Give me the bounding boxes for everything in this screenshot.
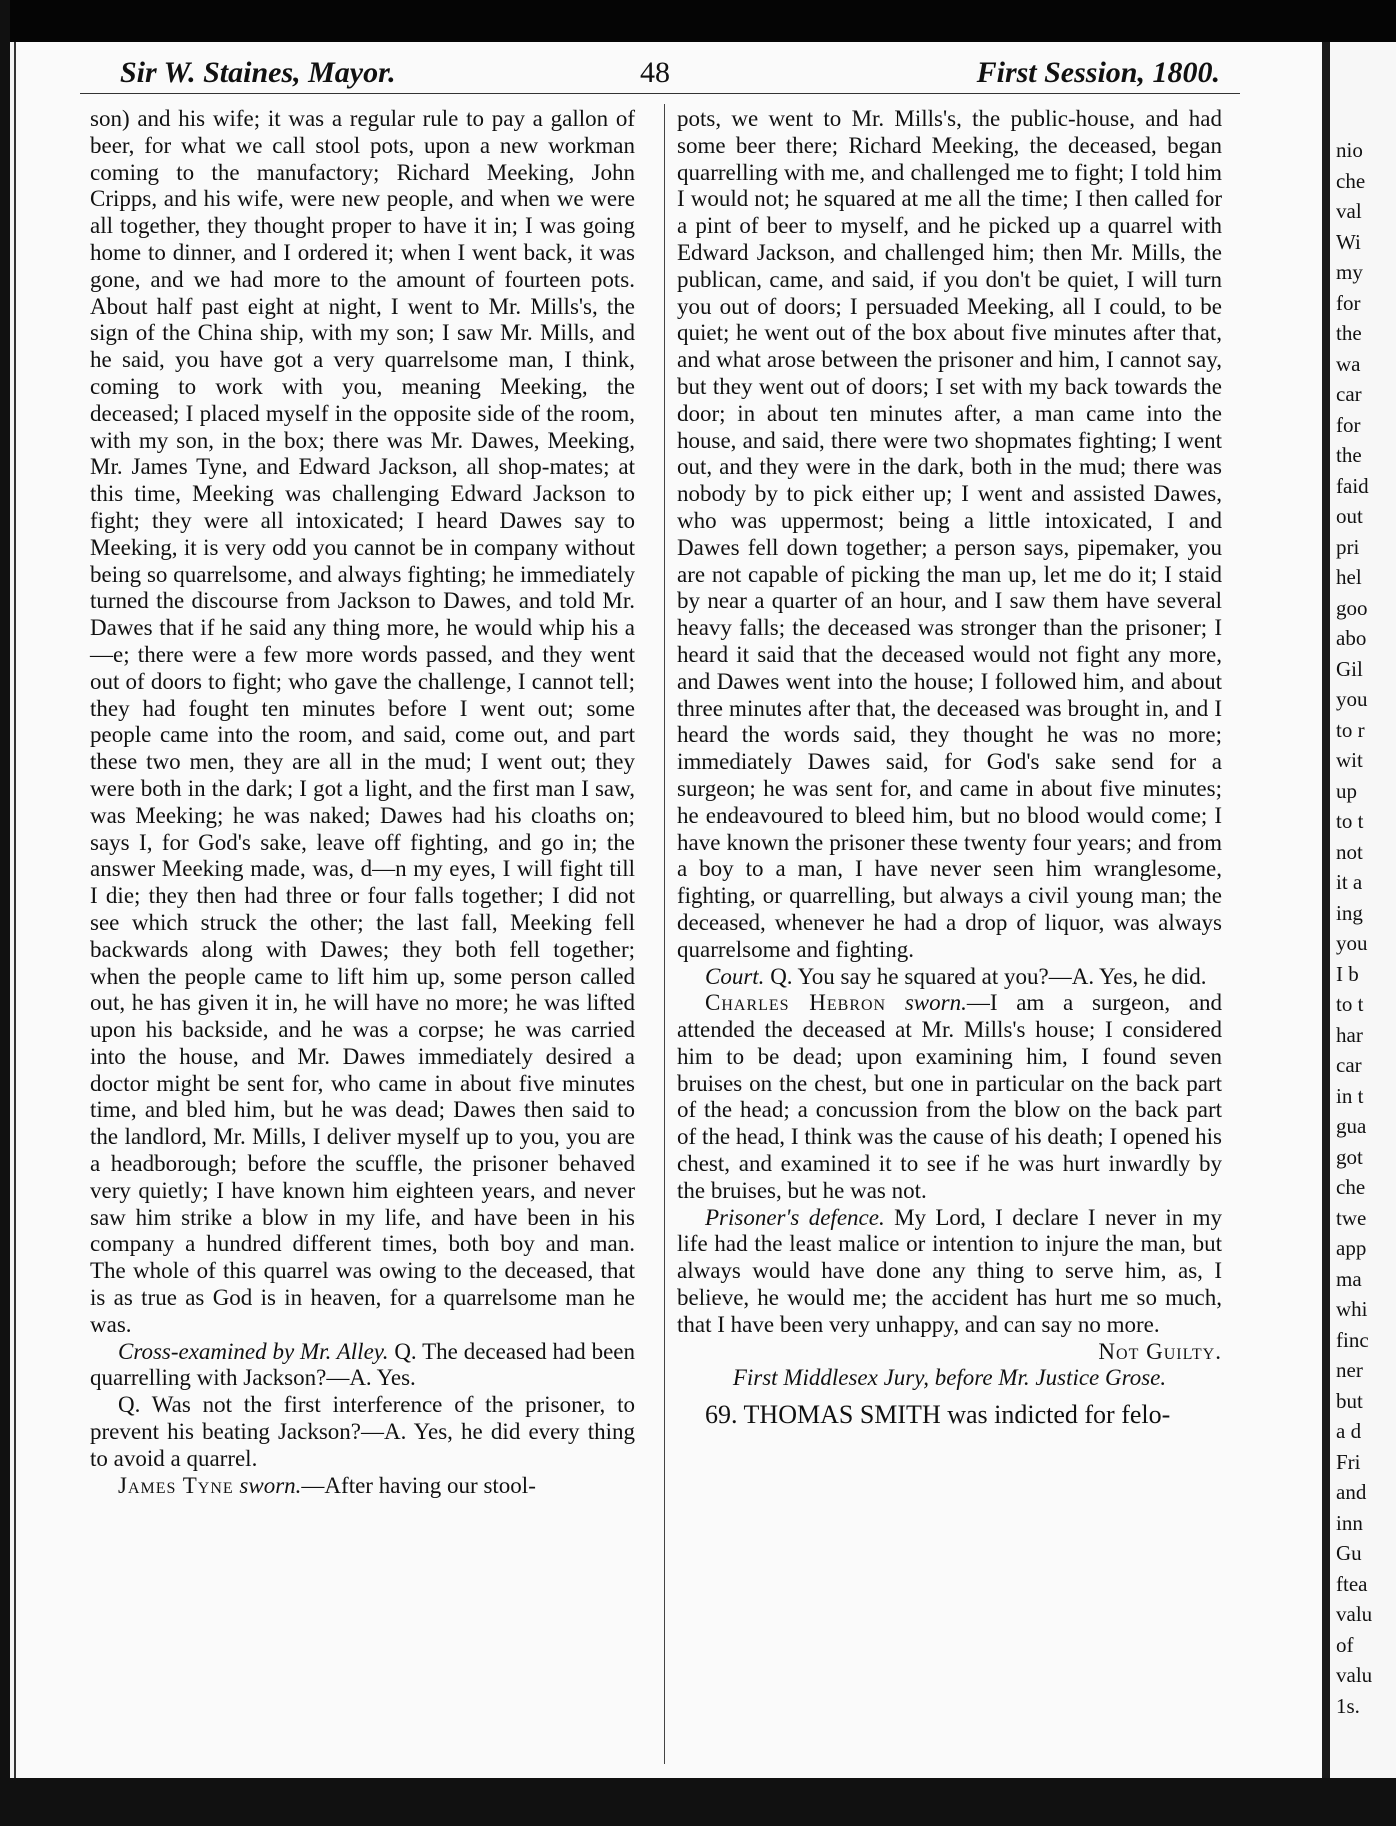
next-page-fragment: Gu <box>1336 1541 1362 1565</box>
next-page-fragment: to t <box>1336 809 1364 833</box>
right-column <box>677 106 1222 1429</box>
next-page-fragment: gua <box>1336 1114 1367 1138</box>
next-page-fragment: my <box>1336 260 1363 284</box>
testimony-continued: pots, we went to Mr. Mills's, the public-house, and had some beer there; Richard Meeking, the deceased, began quarrelling with me, and challenged me to fight; I told him I would not; he squared at me all the time; I then called for a pint of beer to myself, and he picked up a quarrel with Edward Jackson, and challenged him; then Mr. Mills, the publican, came, and said, if you don't be quiet, I will turn you out of doors; I persuaded Meeking, all I could, to be quiet; he went out of the box about five minutes after that, and what arose between the prisoner and him, I cannot say, but they went out of doors; I set with my back towards the door; in about ten minutes after, a man came into the house, and said, there were two shopmates fighting; I went out, and they were in the dark, both in the mud; there was nobody by to pick either up; I went and assisted Dawes, who was uppermost; being a little intoxicated, I and Dawes fell down together; a person says, pipemaker, you are not capable of picking the man up, let me do it; I staid by near a quarter of an hour, and I saw them have several heavy falls; the deceased was stronger than the prisoner; I heard it said that the deceased would not fight any more, and Dawes went into the house; I followed him, and about three minutes after that, the deceased was brought in, and I heard the words said, they thought he was no more; immediately Dawes said, for God's sake send for a surgeon; he was sent for, and came in about five minutes; he endeavoured to bleed him, but no blood would come; I have known the prisoner these twenty four years; and from a boy to a man, I have never seen him wranglesome, fighting, or quarrelling, but always a civil young man; the deceased, whenever he had a drop of liquor, was always quarrelsome and fighting. <box>677 106 1222 962</box>
next-page-fragment: ner <box>1336 1358 1363 1382</box>
next-page-fragment: ing <box>1336 900 1363 925</box>
next-page-fragment: of <box>1336 1632 1354 1657</box>
column-divider <box>664 104 665 1764</box>
next-page-fragment: Gil <box>1336 656 1363 681</box>
next-page-fragment: valu <box>1336 1602 1373 1626</box>
next-page-fragment: out <box>1336 504 1363 528</box>
court-question <box>677 964 1222 991</box>
next-page-fragment: ma <box>1336 1266 1362 1291</box>
next-page-fragment: the <box>1336 321 1362 345</box>
next-page-fragment: finc <box>1336 1327 1369 1352</box>
surgeon-text: —I am a surgeon, and attended the deceased at Mr. Mills's house; I considered him to be dead; upon examining him, I found seven bruises on the chest, but one in particular on the back part of the head; a concussion from the blow on the back part of the head, I think was the cause of his death; I opened his chest, and examined it to see if he was hurt inwardly by the bruises, but he was not. <box>677 990 1223 1203</box>
next-page-edge <box>1330 42 1396 1778</box>
witness-intro <box>90 1473 635 1500</box>
surgeon-name: Charles Hebron <box>705 990 887 1016</box>
next-page-fragment: car <box>1336 1053 1362 1077</box>
page-number: 48 <box>640 56 670 89</box>
next-page-fragment: inn <box>1336 1510 1363 1535</box>
next-page-fragment: ftea <box>1336 1571 1368 1596</box>
next-page-fragment: pri <box>1336 534 1360 559</box>
verdict: Not Guilty. <box>1098 1338 1222 1364</box>
cross-text: Q. The deceased had been quarrelling with Jackson?—A. Yes. <box>90 1338 635 1391</box>
sworn-label: sworn. <box>239 1472 302 1498</box>
testimony-paragraph: son) and his wife; it was a regular rule to pay a gallon of beer, for what we call stool pots, upon a new workman coming to the manufactory; Richard Meeking, John Cripps, and his wife, were new people, and when we were all together, they thought proper to have it in; I was going home to dinner, and I ordered it; when I went back, it was gone, and we had more to the amount of fourteen pots. About half past eight at night, I went to Mr. Mills's, the sign of the China ship, with my son; I saw Mr. Mills, and he said, you have got a very quarrelsome man, I think, coming to work with you, meaning Meeking, the deceased; I placed myself in the opposite side of the room, with my son, in the box; there was Mr. Dawes, Meeking, Mr. James Tyne, and Edward Jackson, all shop-mates; at this time, Meeking was challenging Edward Jackson to fight; they were all intoxicated; I heard Dawes say to Meeking, it is very odd you cannot be in company without being so quarrelsome, and always fighting; he immediately turned the discourse from Jackson to Dawes, and told Mr. Dawes that if he said any thing more, he would whip his a—e; there were a few more words passed, and they went out of doors to fight; who gave the challenge, I cannot tell; they had fought ten minutes before I went out; some people came into the room, and said, come out, and part these two men, they are all in the mud; I went out; they were both in the dark; I got a light, and the first man I saw, was Meeking; he was naked; Dawes had his cloaths on; says I, for God's sake, leave off fighting, and go in; the answer Meeking made, was, d—n my eyes, I will fight till I die; they then had three or four falls together; I did not see which struck the other; the last fall, Meeking fell backwards along with Dawes; they both fell together; when the people came to lift him up, some person called out, he has given it in, he will have no more; he was lifted upon his backside, and he was a corpse; he was carried into the house, and Mr. Dawes immediately desired a doctor might be sent for, who came in about five minutes time, and bled him, but he was dead; Dawes then said to the landlord, Mr. Mills, I deliver myself up to you, you are a headborough; before the scuffle, the prisoner behaved very quietly; I have known him eighteen years, and never saw him strike a blow in my life, and have been in his company a hundred different times, both boy and man. The whole of this quarrel was owing to the deceased, that is as true as God is in heaven, for a quarrelsome man he was. <box>90 106 635 1337</box>
next-page-fragment: you <box>1336 931 1368 955</box>
next-page-fragment: valu <box>1336 1663 1373 1687</box>
header-rule <box>80 93 1240 94</box>
next-page-fragment: not <box>1336 839 1363 864</box>
next-page-fragment: goo <box>1336 595 1368 620</box>
next-page-fragment: hel <box>1336 565 1362 589</box>
next-page-fragment: to t <box>1336 992 1364 1016</box>
surgeon-sworn: sworn. <box>904 990 967 1016</box>
header-session: First Session, 1800. <box>976 56 1220 89</box>
header-mayor: Sir W. Staines, Mayor. <box>120 56 396 89</box>
next-page-fragment: it a <box>1336 870 1363 894</box>
next-case-line: 69. THOMAS SMITH was indicted for felo- <box>705 1400 1171 1430</box>
next-page-fragment: har <box>1336 1022 1363 1047</box>
next-page-fragment: for <box>1336 290 1361 315</box>
next-page-fragment: wa <box>1336 351 1361 376</box>
next-page-fragment: car <box>1336 382 1362 406</box>
surgeon-testimony <box>677 990 1222 1204</box>
witness-text: —After having our stool- <box>301 1472 536 1498</box>
next-page-fragment: and <box>1336 1480 1367 1504</box>
next-page-fragment: abo <box>1336 626 1367 650</box>
next-page-fragment: che <box>1336 1175 1366 1199</box>
next-page-fragment: Fri <box>1336 1449 1361 1474</box>
next-page-fragment: faid <box>1336 473 1369 498</box>
jury-line: First Middlesex Jury, before Mr. Justice Grose. <box>732 1365 1167 1391</box>
scan-left-border <box>0 0 10 1826</box>
next-page-fragment: you <box>1336 687 1368 711</box>
next-page-fragment: Wi <box>1336 229 1361 254</box>
next-page-fragment: twe <box>1336 1205 1367 1230</box>
prisoner-defence <box>677 1205 1222 1339</box>
next-page-fragment: I b <box>1336 961 1359 986</box>
left-column <box>90 106 635 1499</box>
next-page-fragment: to r <box>1336 717 1365 742</box>
witness-name: James Tyne <box>118 1472 234 1498</box>
court-label: Court. <box>705 963 765 989</box>
defence-label: Prisoner's defence. <box>705 1204 885 1230</box>
scan-top-border <box>0 0 1396 42</box>
next-page-fragment: up <box>1336 778 1357 803</box>
running-header <box>120 56 1220 96</box>
cross-examination <box>90 1339 635 1393</box>
next-page-fragment: 1s. <box>1336 1693 1360 1718</box>
next-page-fragment: got <box>1336 1144 1363 1169</box>
next-page-fragment: nio <box>1336 138 1363 162</box>
next-page-fragment: che <box>1336 168 1366 193</box>
next-page-fragment: app <box>1336 1236 1367 1260</box>
next-page-fragment: in t <box>1336 1083 1364 1108</box>
scan-bottom-border <box>0 1778 1396 1826</box>
next-page-fragment: whi <box>1336 1297 1368 1321</box>
next-page-fragment: val <box>1336 199 1362 223</box>
next-page-fragment: a d <box>1336 1419 1362 1443</box>
page-gutter <box>1322 42 1330 1778</box>
defence-text: My Lord, I declare I never in my life had the least malice or intention to injure the man, but always would have done any thing to serve him, as, I believe, he would me; the accident has hurt me so much, that I have been very unhappy, and can say no more. <box>677 1204 1223 1337</box>
next-page-fragment: but <box>1336 1388 1363 1413</box>
cross-label: Cross-examined by Mr. Alley. <box>118 1338 389 1364</box>
next-page-fragment: the <box>1336 443 1362 467</box>
next-page-fragment: wit <box>1336 748 1363 772</box>
court-text: Q. You say he squared at you?—A. Yes, he did. <box>770 963 1207 989</box>
next-page-fragment: for <box>1336 412 1361 437</box>
question-paragraph: Q. Was not the first interference of the prisoner, to prevent his beating Jackson?—A. Yes, he did every thing to avoid a quarrel. <box>90 1392 635 1471</box>
